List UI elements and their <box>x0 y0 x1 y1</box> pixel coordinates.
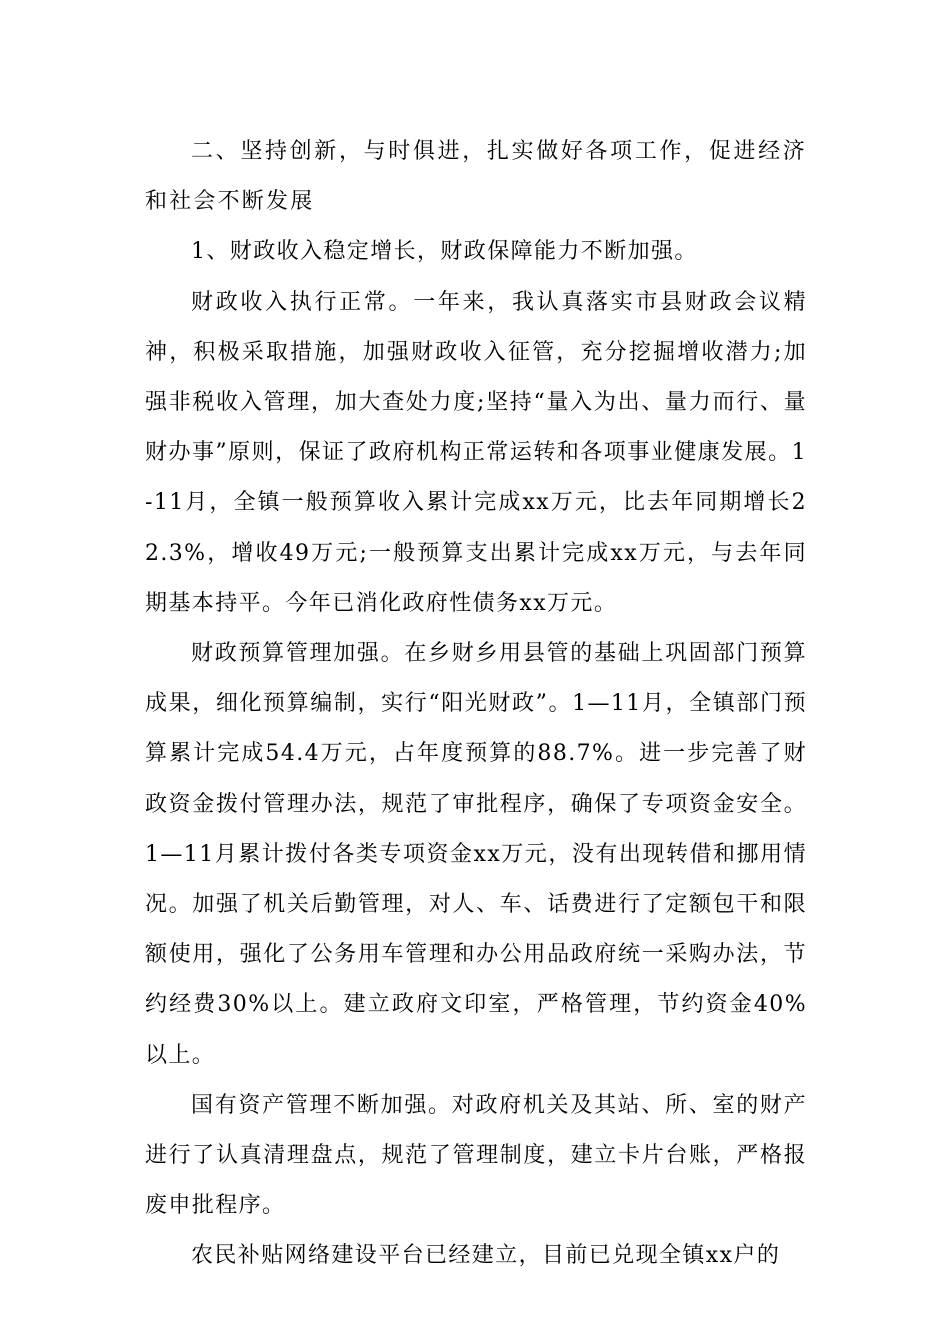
paragraph-assets: 国有资产管理不断加强。对政府机关及其站、所、室的财产进行了认真清理盘点，规范了管理制度，建立卡片台账，严格报废申批程序。 <box>145 1092 807 1219</box>
paragraph-budget: 财政预算管理加强。在乡财乡用县管的基础上巩固部门预算成果，细化预算编制，实行“阳光财政”。1—11月，全镇部门预算累计完成54.4万元，占年度预算的88.7%。进一步完善了财政资金拨付管理办法，规范了审批程序，确保了专项资金安全。1—11月累计拨付各类专项资金xx万元，没有出现转借和挪用情况。加强了机关后勤管理，对人、车、话费进行了定额包干和限额使用，强化了公务用车管理和办公用品政府统一采购办法，节约经费30%以上。建立政府文印室，严格管理，节约资金40%以上。 <box>145 641 807 1068</box>
paragraph-revenue: 财政收入执行正常。一年来，我认真落实市县财政会议精神，积极采取措施，加强财政收入征管，充分挖掘增收潜力;加强非税收入管理，加大查处力度;坚持“量入为出、量力而行、量财办事”原则，保证了政府机构正常运转和各项事业健康发展。1-11月，全镇一般预算收入累计完成xx万元，比去年同期增长22.3%，增收49万元;一般预算支出累计完成xx万元，与去年同期基本持平。今年已消化政府性债务xx万元。 <box>145 289 807 616</box>
document-body <box>145 127 807 1282</box>
section-heading: 二、坚持创新，与时俱进，扎实做好各项工作，促进经济和社会不断发展 <box>145 139 807 215</box>
subsection-heading: 1、财政收入稳定增长，财政保障能力不断加强。 <box>191 239 698 265</box>
paragraph-subsidy: 农民补贴网络建设平台已经建立，目前已兑现全镇xx户的 <box>191 1243 781 1269</box>
